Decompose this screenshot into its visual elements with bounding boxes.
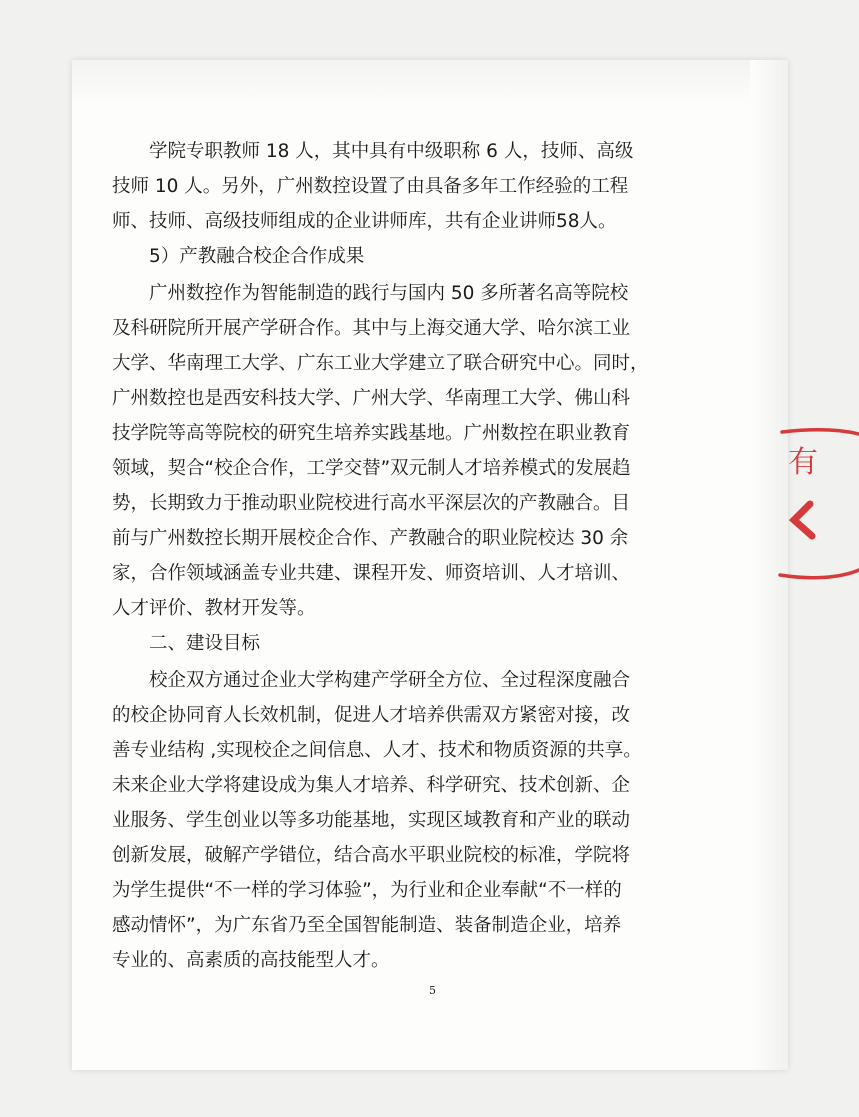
text-line: 校企双方通过企业大学构建产学研全方位、全过程深度融合 bbox=[149, 670, 631, 691]
text-line: 广州数控也是西安科技大学、广州大学、华南理工大学、佛山科 bbox=[112, 388, 631, 409]
text-line: 未来企业大学将建设成为集人才培养、科学研究、技术创新、企 bbox=[112, 775, 631, 796]
red-seal-stamp bbox=[762, 420, 859, 590]
text-line: 前与广州数控长期开展校企合作、产教融合的职业院校达 30 余 bbox=[112, 528, 629, 549]
text-line: 感动情怀”，为广东省乃至全国智能制造、装备制造企业，培养 bbox=[112, 915, 622, 936]
text-line: 师、技师、高级技师组成的企业讲师库，共有企业讲师58人。 bbox=[112, 211, 617, 232]
text-line: 及科研院所开展产学研合作。其中与上海交通大学、哈尔滨工业 bbox=[112, 318, 631, 339]
body-text bbox=[72, 60, 788, 1070]
text-line: 专业的、高素质的高技能型人才。 bbox=[112, 950, 390, 971]
text-line: 二、建设目标 bbox=[149, 633, 261, 654]
text-line: 人才评价、教材开发等。 bbox=[112, 598, 316, 619]
text-line: 学院专职教师 18 人，其中具有中级职称 6 人，技师、高级 bbox=[149, 141, 634, 162]
text-line: 家，合作领域涵盖专业共建、课程开发、师资培训、人才培训、 bbox=[112, 563, 631, 584]
text-line: 5）产教融合校企合作成果 bbox=[149, 246, 365, 267]
text-line: 势，长期致力于推动职业院校进行高水平深层次的产教融合。目 bbox=[112, 493, 631, 514]
text-line: 大学、华南理工大学、广东工业大学建立了联合研究中心。同时， bbox=[112, 353, 649, 374]
text-line: 业服务、学生创业以等多功能基地，实现区域教育和产业的联动 bbox=[112, 810, 631, 831]
seal-ring-arc-lower bbox=[780, 570, 859, 578]
document-page bbox=[72, 60, 788, 1070]
seal-ring-arc bbox=[782, 430, 859, 434]
text-line: 技师 10 人。另外，广州数控设置了由具备多年工作经验的工程 bbox=[112, 176, 629, 197]
text-line: 创新发展，破解产学错位，结合高水平职业院校的标准，学院将 bbox=[112, 845, 631, 866]
text-line: 广州数控作为智能制造的践行与国内 50 多所著名高等院校 bbox=[149, 283, 629, 304]
text-line: 善专业结构 ,实现校企之间信息、人才、技术和物质资源的共享。 bbox=[112, 740, 642, 761]
text-line: 的校企协同育人长效机制，促进人才培养供需双方紧密对接，改 bbox=[112, 705, 631, 726]
text-line: 领域，契合“校企合作，工学交替”双元制人才培养模式的发展趋 bbox=[112, 458, 631, 479]
seal-star-fragment bbox=[794, 504, 812, 536]
page-number: 5 bbox=[429, 984, 436, 997]
text-line: 技学院等高等院校的研究生培养实践基地。广州数控在职业教育 bbox=[112, 423, 631, 444]
text-line: 为学生提供“不一样的学习体验”，为行业和企业奉献“不一样的 bbox=[112, 880, 622, 901]
seal-character: 有 bbox=[788, 445, 818, 480]
